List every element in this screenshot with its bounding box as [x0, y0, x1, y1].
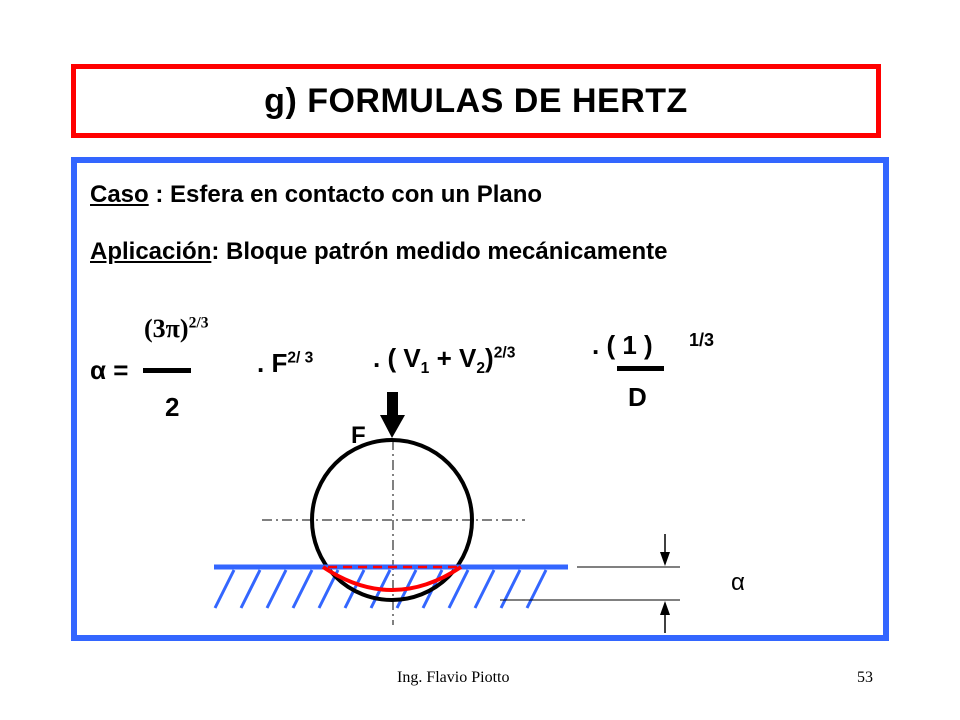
page-number: 53: [857, 669, 873, 686]
aplicacion-label: Aplicación: [90, 238, 212, 265]
d-exponent: 1/3: [689, 330, 715, 350]
footer-author: Ing. Flavio Piotto: [397, 669, 510, 686]
force-arrow-head: [380, 415, 405, 438]
dimension-arrow-bottom-head: [660, 601, 670, 615]
caso-text: : Esfera en contacto con un Plano: [148, 181, 543, 208]
alpha-equals: α =: [90, 355, 129, 385]
d-numerator: . ( 1 ): [592, 330, 653, 360]
velocity-term: . ( $V_1 + V_2)^{2/3}$: [373, 343, 516, 378]
formula-numerator: $(3\pi)^{2/3}$: [144, 314, 209, 343]
force-term: . $F^{2/ 3}$: [257, 348, 314, 378]
dimension-arrow-top-head: [660, 552, 670, 566]
force-label: F: [351, 422, 366, 449]
formula-denominator: 2: [165, 392, 180, 422]
force-exponent: 2/ 3: [287, 349, 314, 367]
force-arrow-shaft: [387, 392, 398, 416]
velocity-exponent: 2/3: [493, 344, 516, 362]
caso-label: Caso: [90, 181, 149, 208]
numerator-exponent: 2/3: [188, 314, 209, 332]
aplicacion-text: : Bloque patrón medido mecánicamente: [211, 238, 668, 265]
d-denominator: D: [628, 382, 647, 412]
alpha-label: α: [731, 569, 745, 596]
slide-title: g) FORMULAS DE HERTZ: [264, 81, 688, 120]
